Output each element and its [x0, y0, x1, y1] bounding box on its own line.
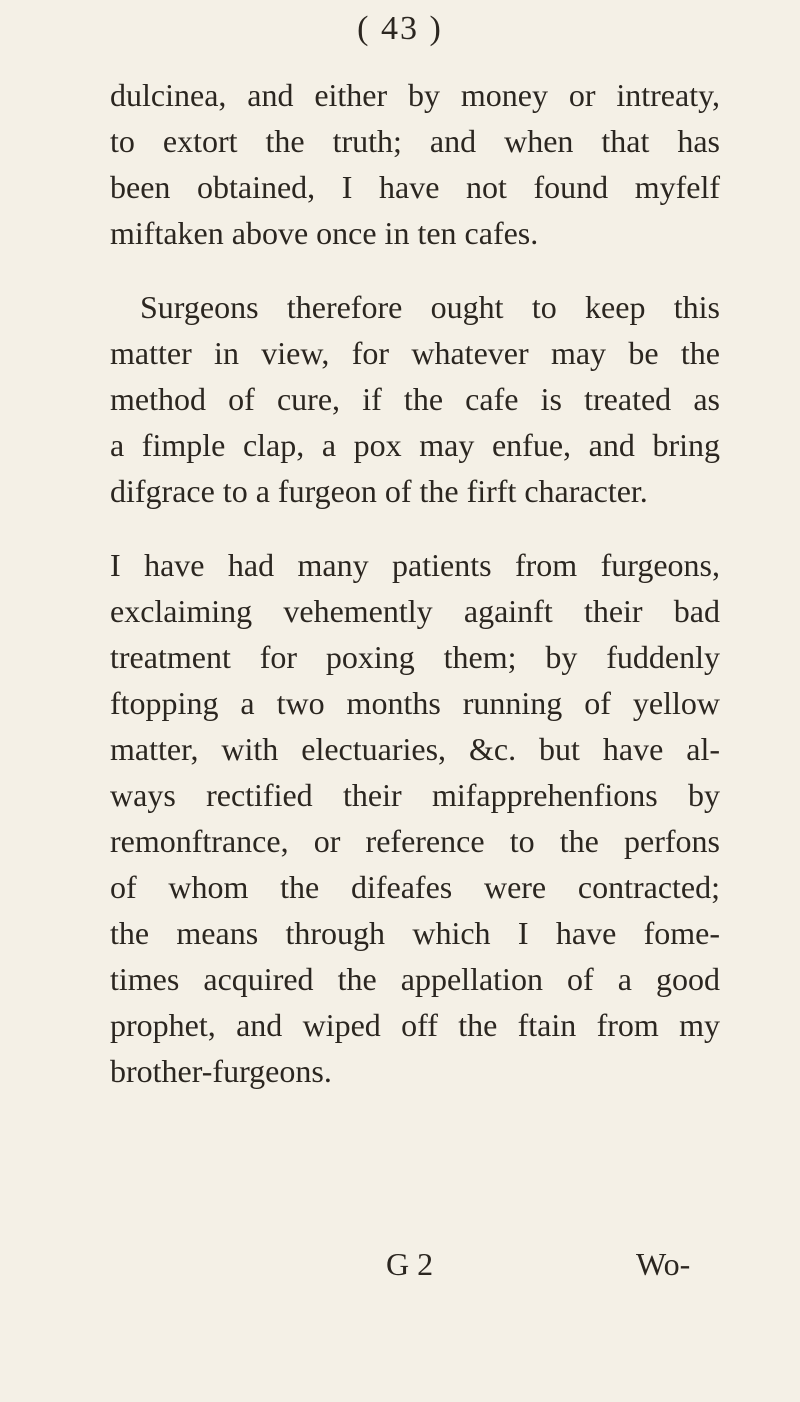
text-line: the means through which I have fome- — [110, 915, 720, 951]
text-line: remonftrance, or reference to the perfons — [110, 823, 720, 859]
text-line: of whom the difeafes were contracted; — [110, 869, 720, 905]
page-footer — [0, 1246, 800, 1292]
text-line: matter, with electuaries, &c. but have al- — [110, 731, 720, 767]
text-line: ftopping a two months running of yellow — [110, 685, 720, 721]
text-line: I have had many patients from furgeons, — [110, 547, 720, 583]
catchword: Wo- — [636, 1246, 691, 1282]
signature-mark: G 2 — [386, 1246, 434, 1282]
text-line: times acquired the appellation of a good — [110, 961, 720, 997]
text-line: miftaken above once in ten cafes. — [110, 215, 539, 251]
text-line: ways rectified their mifapprehenfions by — [110, 777, 720, 813]
text-line: dulcinea, and either by money or intreaty, — [110, 77, 720, 113]
body-text — [110, 72, 720, 1094]
text-line: to extort the truth; and when that has — [110, 123, 720, 159]
text-line: Surgeons therefore ought to keep this — [140, 289, 720, 325]
paragraph-2 — [110, 284, 720, 514]
text-line: difgrace to a furgeon of the firft character. — [110, 473, 648, 509]
paragraph-3 — [110, 542, 720, 1094]
text-line: treatment for poxing them; by fuddenly — [110, 639, 720, 675]
text-line: been obtained, I have not found myfelf — [110, 169, 720, 205]
text-line: method of cure, if the cafe is treated as — [110, 381, 720, 417]
text-line: prophet, and wiped off the ftain from my — [110, 1007, 720, 1043]
paragraph-1 — [110, 72, 720, 256]
text-line: matter in view, for whatever may be the — [110, 335, 720, 371]
text-line: a fimple clap, a pox may enfue, and bring — [110, 427, 720, 463]
text-line: exclaiming vehemently againft their bad — [110, 593, 720, 629]
text-line: brother-furgeons. — [110, 1053, 332, 1089]
page-number: ( 43 ) — [357, 10, 443, 47]
